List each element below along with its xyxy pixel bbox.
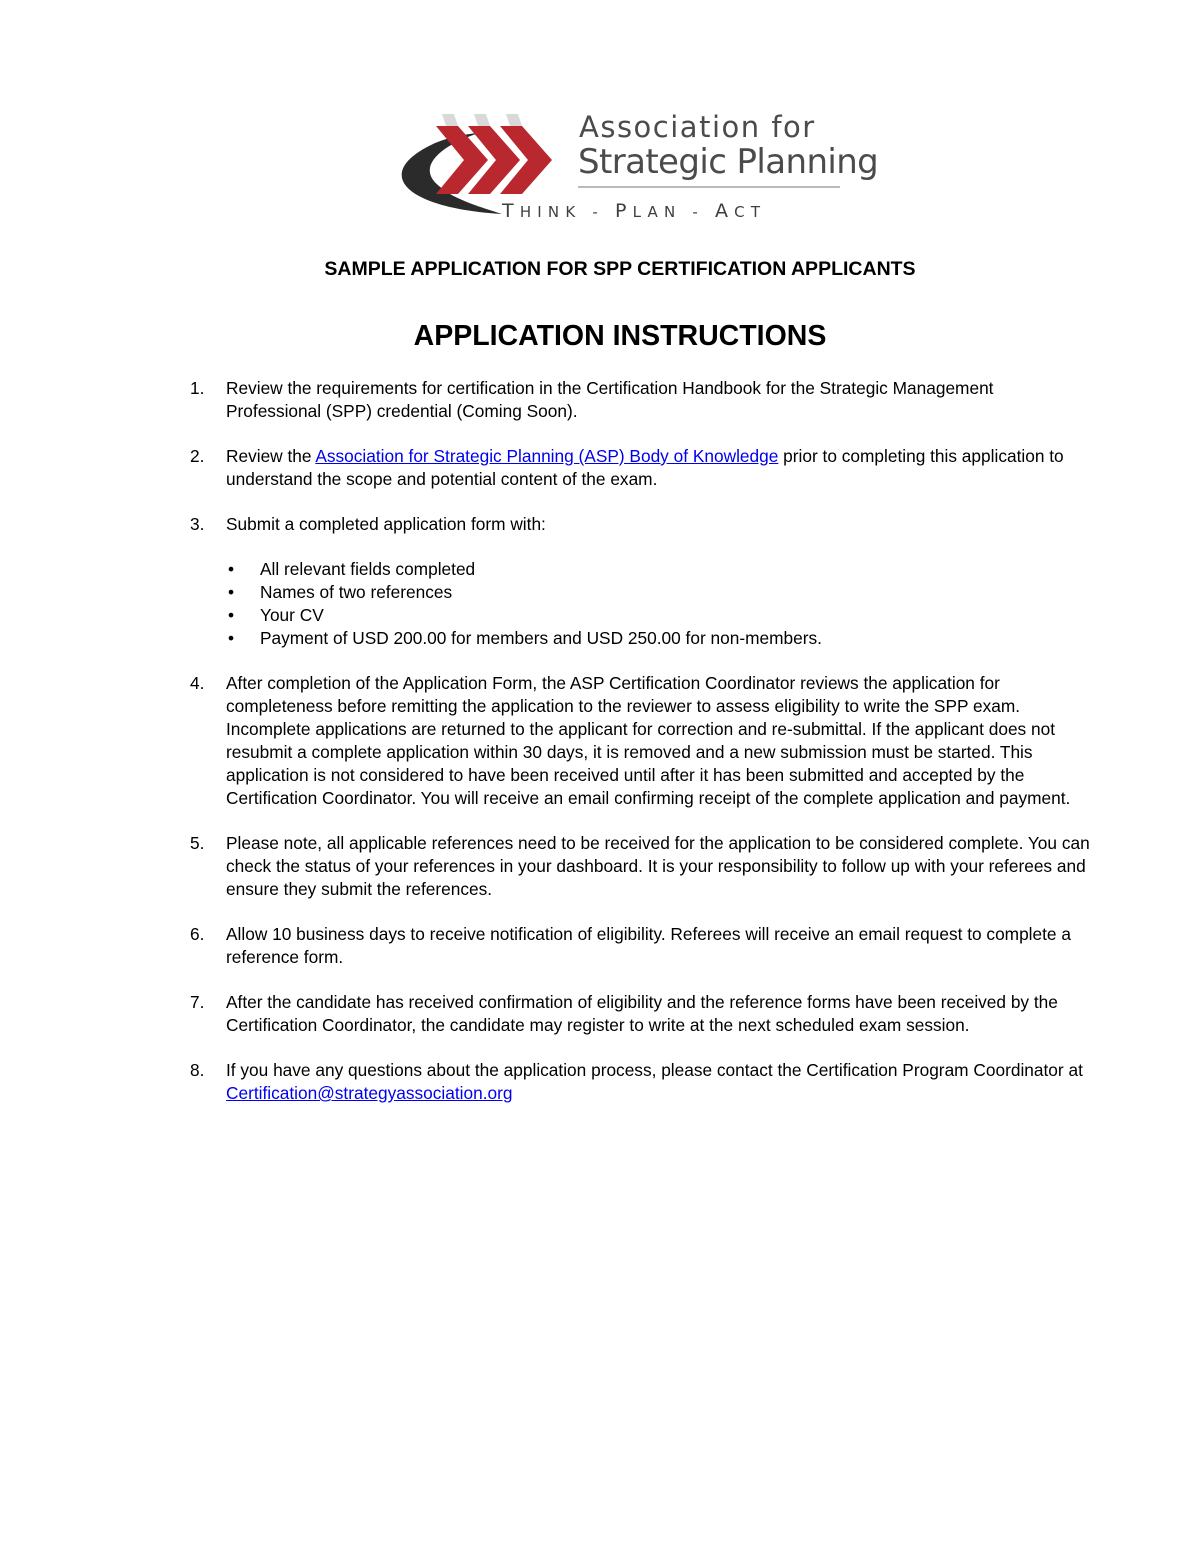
bullet-item: • Payment of USD 200.00 for members and USD 250.00 for non-members.: [228, 628, 822, 648]
item-number: 6.: [190, 924, 205, 944]
item-text: After completion of the Application Form, the ASP Certification Coordinator reviews the application for completeness before remitting the application to the reviewer to assess eligibility to write the SPP exam. Incomplete applications are returned to the applicant for correction and re-submittal. If the applicant does not resubmit a complete application within 30 days, it is removed and a new submission must be started. This application is not considered to have been received until after it has been submitted and accepted by the Certification Coordinator. You will receive an email confirming receipt of the complete application and payment.: [226, 673, 1071, 808]
bullet-icon: •: [228, 582, 235, 602]
bullet-item: • Names of two references: [228, 582, 453, 602]
requirements-bullets: [226, 558, 1090, 650]
certification-email-link[interactable]: Certification@strategyassociation.org: [226, 1083, 513, 1103]
instructions-list: [190, 377, 1090, 1127]
bullet-icon: •: [228, 559, 235, 579]
list-item: [190, 923, 1090, 969]
list-item: [190, 1059, 1090, 1105]
item-number: 1.: [190, 378, 205, 398]
item-number: 8.: [190, 1060, 205, 1080]
asp-logo: [384, 104, 879, 226]
logo-line-1: Association for: [579, 110, 816, 144]
item-number: 3.: [190, 514, 205, 534]
item-text: If you have any questions about the application process, please contact the Certification Program Coordinator at: [226, 1060, 1083, 1080]
list-item: [190, 672, 1090, 810]
bullet-item: • All relevant fields completed: [228, 559, 476, 579]
list-item: [190, 445, 1090, 491]
logo-tagline: THINK - PLAN - ACT: [502, 200, 767, 222]
list-item: [190, 832, 1090, 901]
item-text: Review the requirements for certification in the Certification Handbook for the Strategic Management Professional (SPP) credential (Coming Soon).: [226, 378, 994, 421]
list-item: [190, 991, 1090, 1037]
item-text: prior to completing this application to understand the scope and potential content of the exam.: [226, 446, 1064, 489]
body-of-knowledge-link[interactable]: Association for Strategic Planning (ASP) Body of Knowledge: [315, 446, 779, 466]
item-text: Allow 10 business days to receive notification of eligibility. Referees will receive an email request to complete a reference form.: [226, 924, 1071, 967]
logo-rule: [578, 186, 840, 188]
item-text: Please note, all applicable references need to be received for the application to be considered complete. You can check the status of your references in your dashboard. It is your responsibility to follow up with your referees and ensure they submit the references.: [226, 833, 1090, 899]
list-item: [190, 513, 1090, 650]
item-number: 5.: [190, 833, 205, 853]
bullet-item: • Your CV: [228, 605, 324, 625]
list-item: [190, 377, 1090, 423]
page-title: APPLICATION INSTRUCTIONS: [413, 320, 827, 352]
item-text: Submit a completed application form with:: [226, 514, 546, 534]
item-text: After the candidate has received confirmation of eligibility and the reference forms have been received by the Certification Coordinator, the candidate may register to write at the next scheduled exam session.: [226, 992, 1058, 1035]
bullet-icon: •: [228, 605, 235, 625]
sample-title: SAMPLE APPLICATION FOR SPP CERTIFICATION APPLICANTS: [324, 258, 916, 280]
item-number: 7.: [190, 992, 205, 1012]
item-number: 2.: [190, 446, 205, 466]
bullet-icon: •: [228, 628, 235, 648]
logo-line-2: Strategic Planning: [578, 142, 879, 182]
item-text: Review the: [226, 446, 316, 466]
item-number: 4.: [190, 673, 205, 693]
